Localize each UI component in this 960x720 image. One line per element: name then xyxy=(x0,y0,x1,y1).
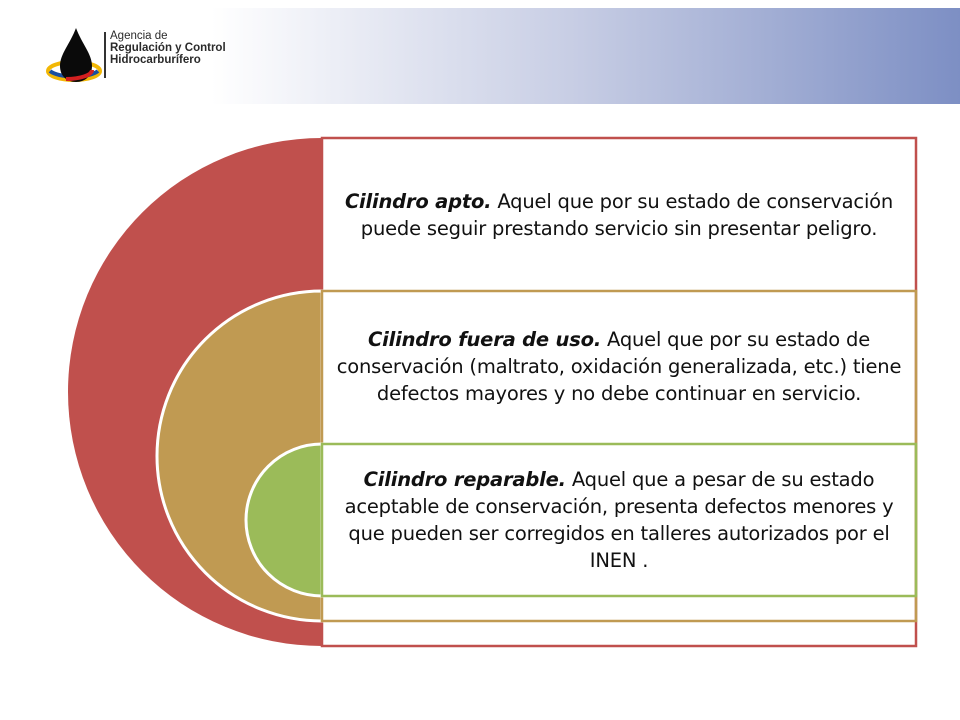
item-definition: Aquel que por su estado de conservación puede seguir prestando servicio sin presentar peligro. xyxy=(360,190,894,240)
item-term: Cilindro fuera de uso. xyxy=(368,327,602,351)
item-definition: Aquel que a pesar de su estado aceptable de conservación, presenta defectos menores y que pueden ser corregidos en talleres autorizados por el INEN . xyxy=(344,468,894,572)
logo-line-2: Regulación y Control xyxy=(110,42,226,54)
item-cilindro-fuera-de-uso xyxy=(322,300,916,432)
item-definition: Aquel que por su estado de conservación (maltrato, oxidación generalizada, etc.) tiene defectos mayores y no debe continuar en servicio. xyxy=(336,327,902,405)
item-cilindro-reparable xyxy=(322,450,916,590)
item-cilindro-apto xyxy=(322,160,916,270)
logo-line-3: Hidrocarburífero xyxy=(110,54,201,66)
logo-line-1: Agencia de xyxy=(110,30,168,42)
item-term: Cilindro apto. xyxy=(344,190,492,213)
item-term: Cilindro reparable. xyxy=(363,468,566,491)
